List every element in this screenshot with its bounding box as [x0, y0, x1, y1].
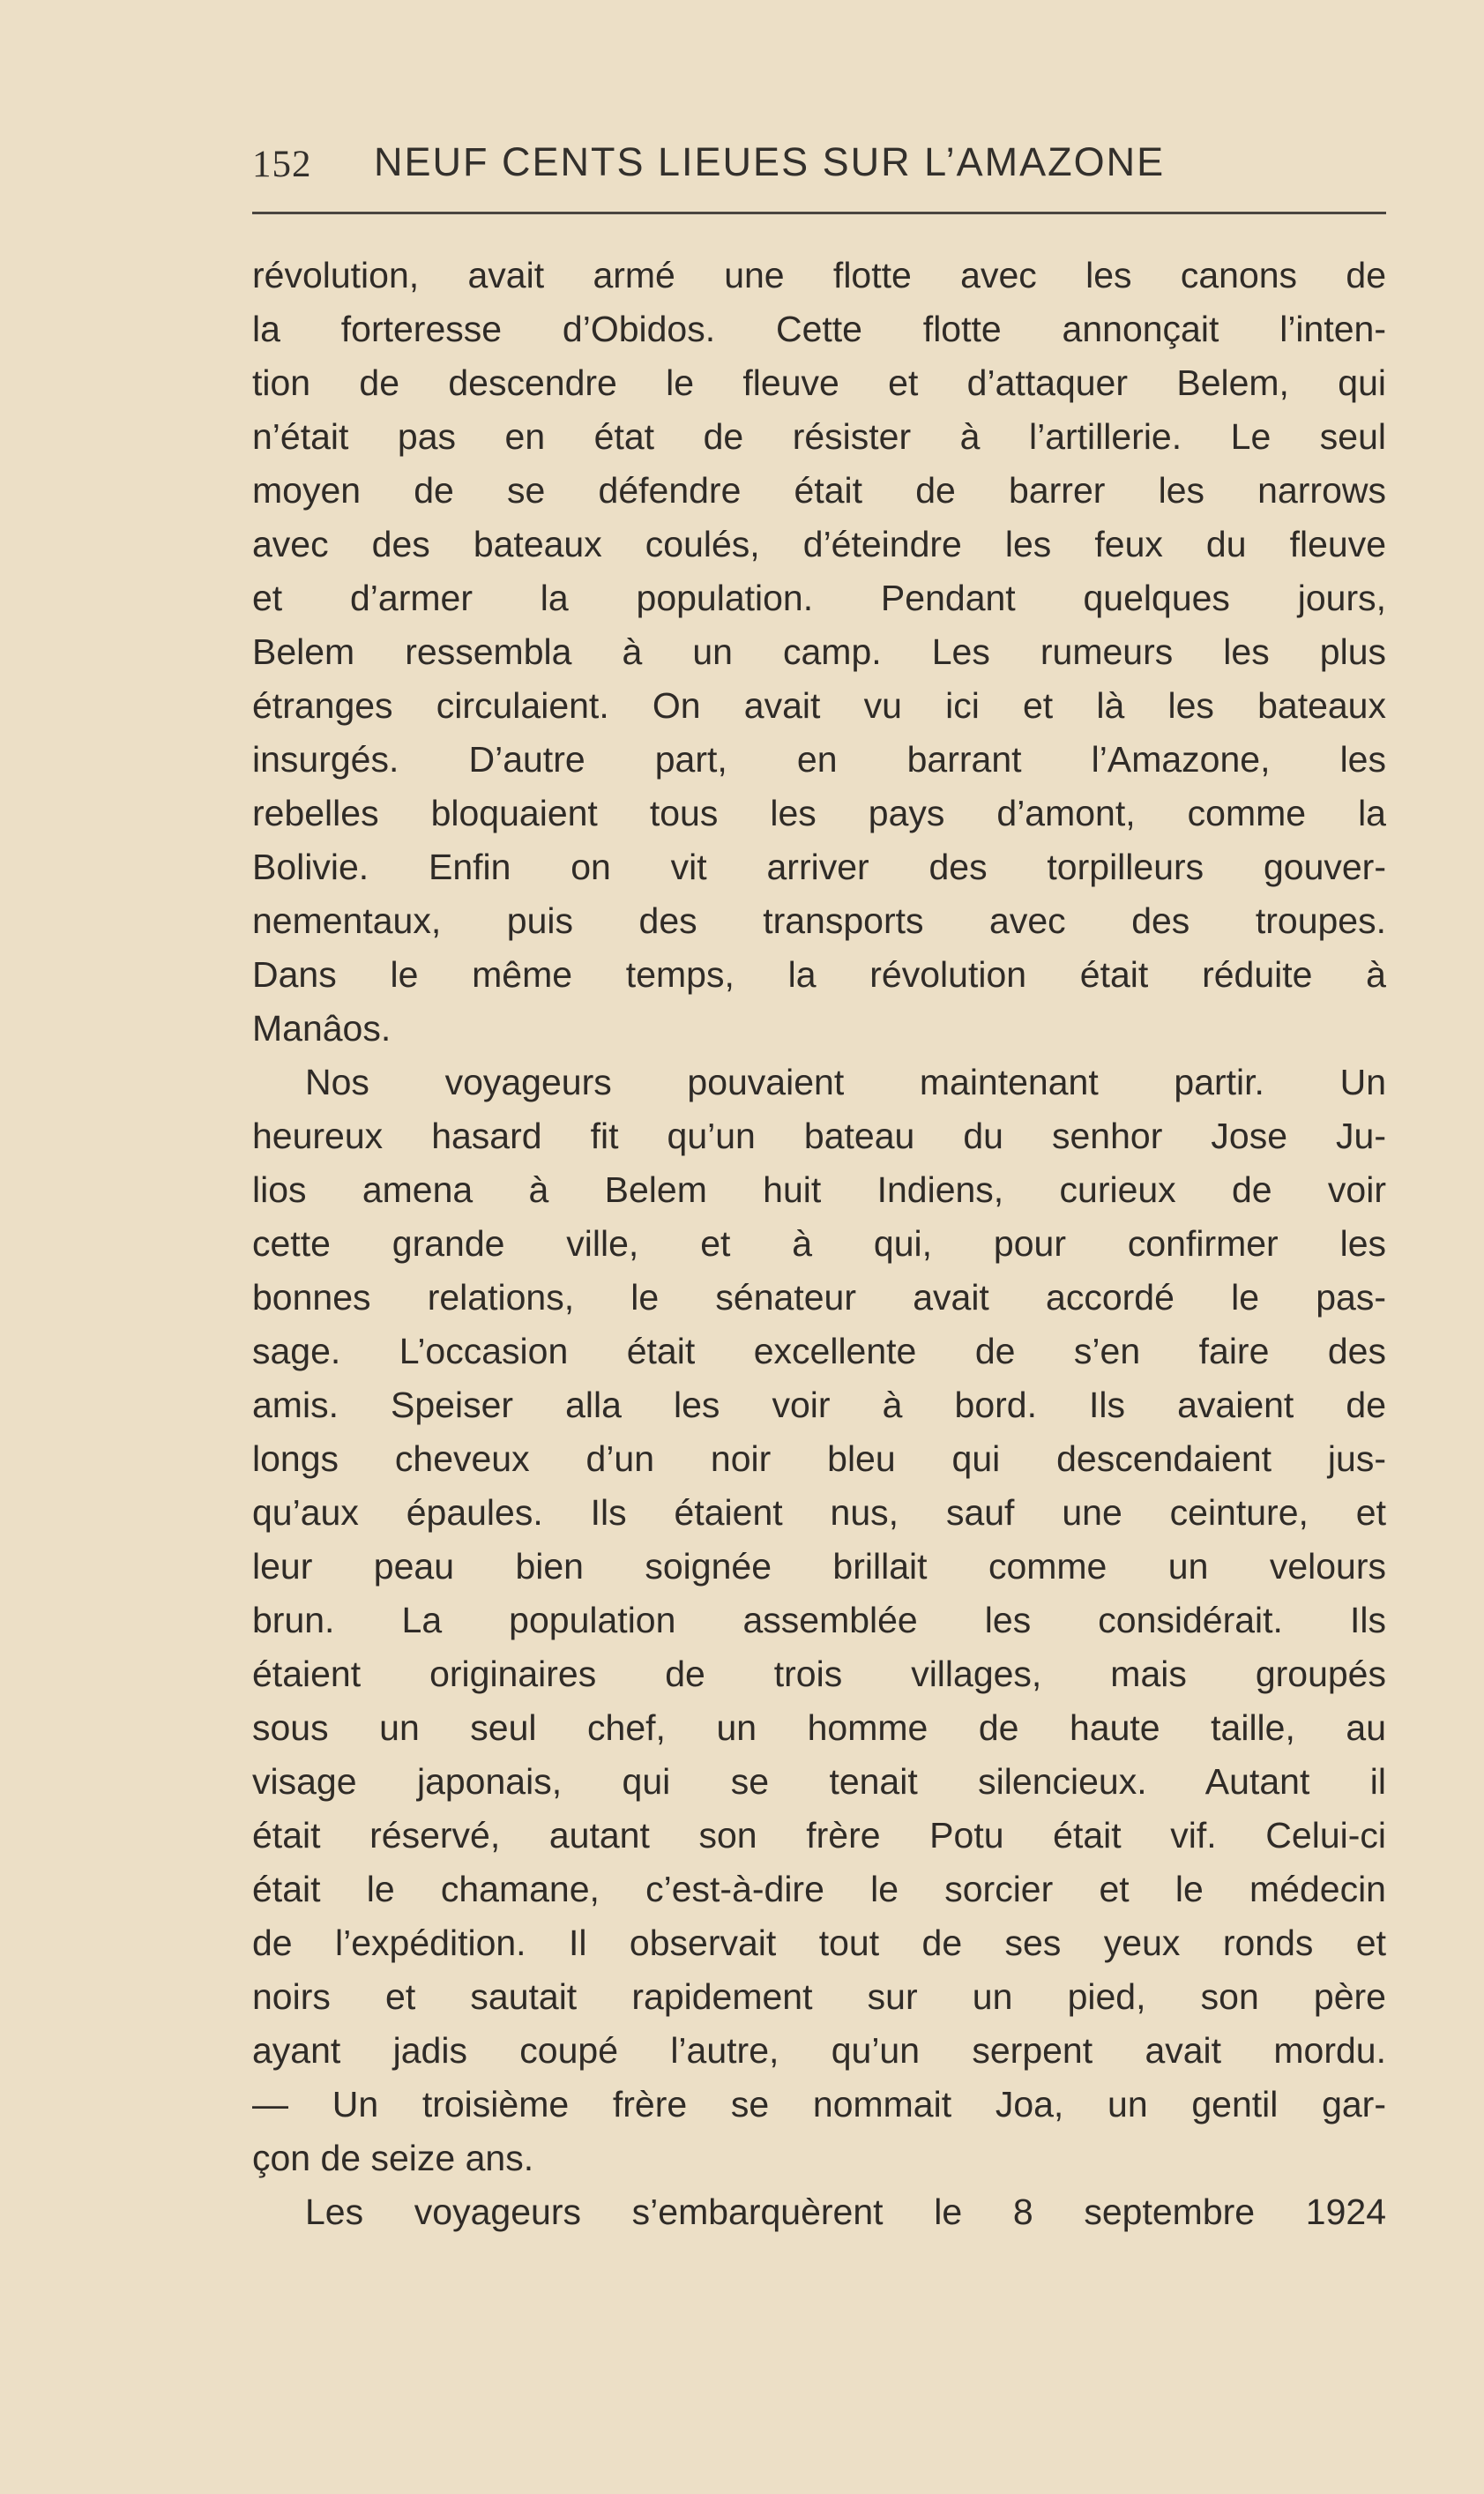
page-number: 152: [252, 144, 312, 185]
text-line: était le chamane, c’est-à-dire le sorcier et le médecin: [252, 1869, 1386, 1909]
paragraph-start-line: Nos voyageurs pouvaient maintenant partir. Un: [305, 1062, 1386, 1102]
text-line: çon de seize ans.: [252, 2138, 534, 2178]
text-line: avec des bateaux coulés, d’éteindre les feux du fleuve: [252, 524, 1386, 564]
text-line: insurgés. D’autre part, en barrant l’Amazone, les: [252, 739, 1386, 780]
text-line: ayant jadis coupé l’autre, qu’un serpent avait mordu.: [252, 2030, 1386, 2071]
text-line: révolution, avait armé une flotte avec les canons de: [252, 255, 1386, 295]
text-line: tion de descendre le fleuve et d’attaquer Belem, qui: [252, 362, 1386, 403]
text-line: sage. L’occasion était excellente de s’en faire des: [252, 1331, 1386, 1371]
text-line: cette grande ville, et à qui, pour confirmer les: [252, 1223, 1386, 1264]
text-line: Manâos.: [252, 1008, 392, 1049]
text-line: Belem ressembla à un camp. Les rumeurs les plus: [252, 631, 1386, 672]
text-line: amis. Speiser alla les voir à bord. Ils avaient de: [252, 1385, 1386, 1425]
text-line: lios amena à Belem huit Indiens, curieux de voir: [252, 1169, 1386, 1210]
text-line: heureux hasard fit qu’un bateau du senhor Jose Ju-: [252, 1116, 1386, 1156]
running-head: [252, 139, 1386, 194]
text-line: rebelles bloquaient tous les pays d’amont, comme la: [252, 793, 1386, 833]
text-line: la forteresse d’Obidos. Cette flotte annonçait l’inten-: [252, 309, 1386, 349]
text-line: noirs et sautait rapidement sur un pied, son père: [252, 1976, 1386, 2017]
running-title: NEUF CENTS LIEUES SUR L’AMAZONE: [374, 139, 1166, 184]
paragraph-start-line: Les voyageurs s’embarquèrent le 8 septembre 1924: [305, 2192, 1386, 2232]
text-line: et d’armer la population. Pendant quelques jours,: [252, 578, 1386, 618]
body-text: [252, 249, 1386, 2239]
text-line: sous un seul chef, un homme de haute taille, au: [252, 1707, 1386, 1748]
text-line: leur peau bien soignée brillait comme un velours: [252, 1546, 1386, 1587]
text-line: bonnes relations, le sénateur avait accordé le pas-: [252, 1277, 1386, 1318]
text-line: étaient originaires de trois villages, mais groupés: [252, 1654, 1386, 1694]
text-line: était réservé, autant son frère Potu était vif. Celui-ci: [252, 1815, 1386, 1856]
text-line: visage japonais, qui se tenait silencieux. Autant il: [252, 1761, 1386, 1802]
text-line: n’était pas en état de résister à l’artillerie. Le seul: [252, 416, 1386, 457]
text-line: brun. La population assemblée les considérait. Ils: [252, 1600, 1386, 1640]
header-rule: [252, 212, 1386, 214]
text-line: Dans le même temps, la révolution était réduite à: [252, 954, 1386, 995]
text-line: nementaux, puis des transports avec des troupes.: [252, 900, 1386, 941]
text-line: de l’expédition. Il observait tout de ses yeux ronds et: [252, 1923, 1386, 1963]
text-line: qu’aux épaules. Ils étaient nus, sauf une ceinture, et: [252, 1492, 1386, 1533]
text-line: étranges circulaient. On avait vu ici et là les bateaux: [252, 685, 1386, 726]
text-line: Bolivie. Enfin on vit arriver des torpilleurs gouver-: [252, 847, 1386, 887]
text-line: moyen de se défendre était de barrer les narrows: [252, 470, 1386, 511]
text-line: — Un troisième frère se nommait Joa, un gentil gar-: [252, 2084, 1386, 2124]
text-line: longs cheveux d’un noir bleu qui descendaient jus-: [252, 1438, 1386, 1479]
